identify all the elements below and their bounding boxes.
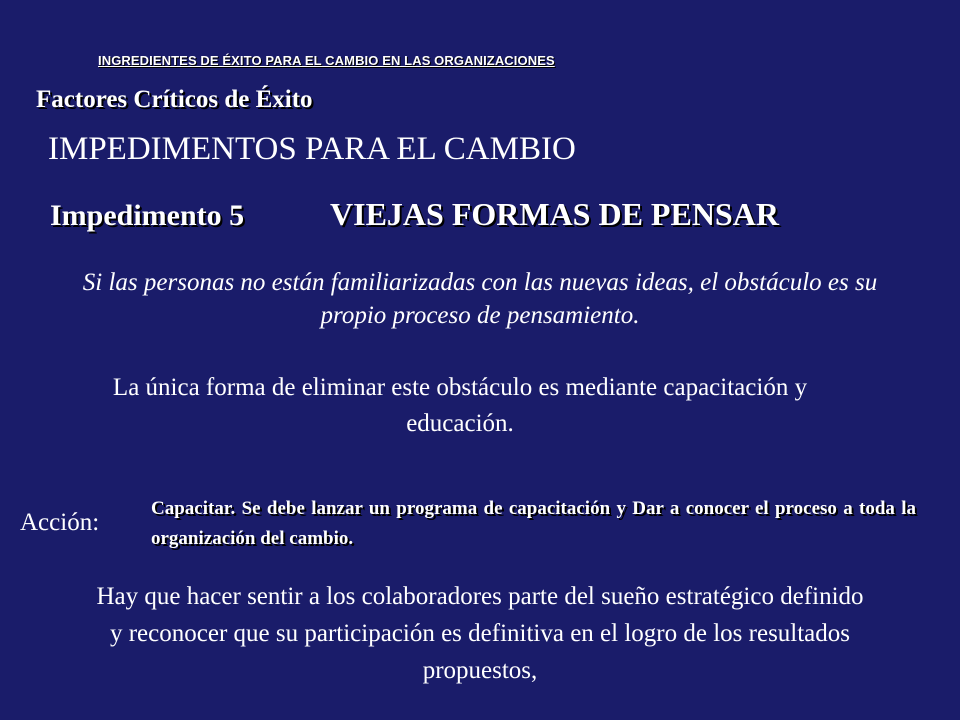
- italic-paragraph: Si las personas no están familiarizadas con las nuevas ideas, el obstáculo es su propio proceso de pensamiento.: [82, 269, 878, 329]
- page-title: IMPEDIMENTOS PARA EL CAMBIO: [48, 131, 576, 167]
- subtitle: Factores Críticos de Éxito: [36, 86, 313, 113]
- paragraph-education: La única forma de eliminar este obstáculo es mediante capacitación y educación.: [112, 374, 808, 437]
- impediment-label: Impedimento 5: [50, 199, 245, 232]
- paragraph-collaborators: Hay que hacer sentir a los colaboradores parte del sueño estratégico definido y reconocer que su participación es definitiva en el logro de los resultados propuestos,: [96, 583, 864, 684]
- impediment-name: VIEJAS FORMAS DE PENSAR: [330, 196, 779, 232]
- action-label: Acción:: [20, 509, 100, 536]
- action-text: Capacitar. Se debe lanzar un programa de capacitación y Dar a conocer el proceso a toda la organización del cambio.: [151, 498, 916, 549]
- header-top-line: INGREDIENTES DE ÉXITO PARA EL CAMBIO EN LAS ORGANIZACIONES: [98, 53, 555, 68]
